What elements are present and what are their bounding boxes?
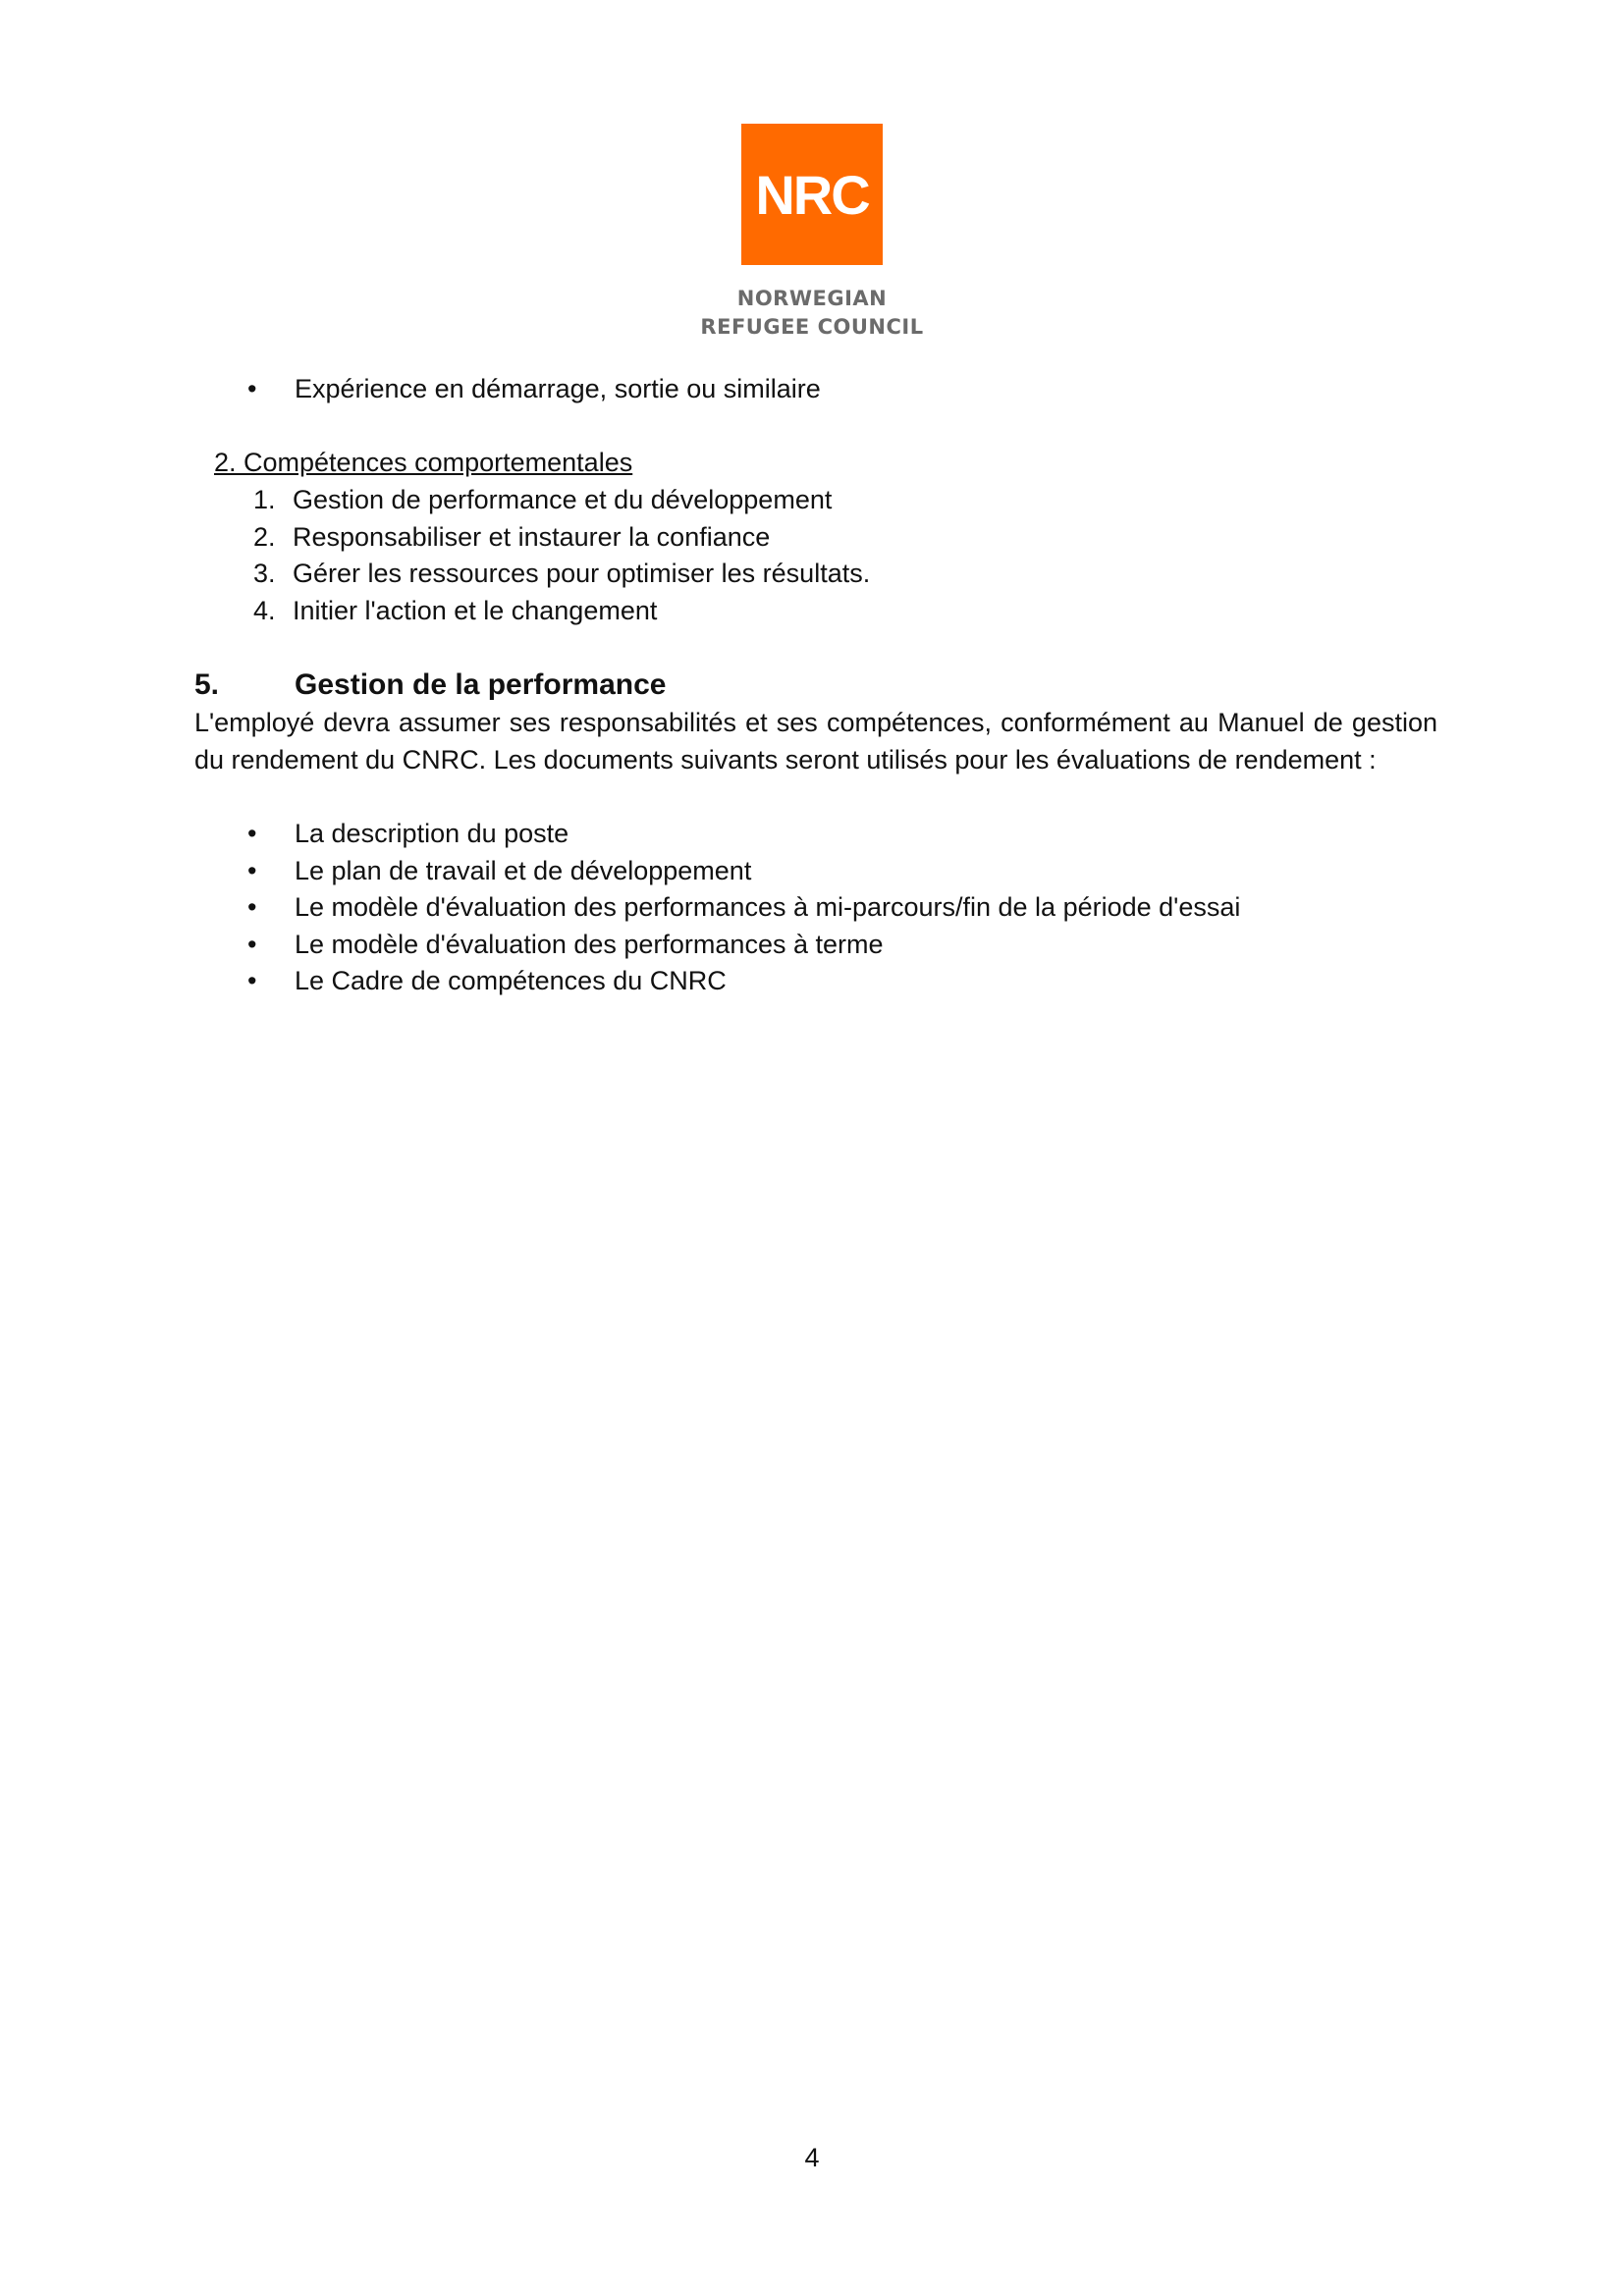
bullet-text: Le plan de travail et de développement	[295, 855, 752, 885]
bullet-text: Le modèle d'évaluation des performances à terme	[295, 929, 884, 959]
bullet-icon: •	[247, 966, 257, 995]
item-number: 2.	[253, 521, 276, 552]
bullet-text: La description du poste	[295, 819, 569, 848]
item-text: Initier l'action et le changement	[293, 595, 658, 625]
list-item	[247, 371, 1426, 408]
nrc-logo	[687, 124, 937, 342]
bullet-text: Expérience en démarrage, sortie ou similaire	[295, 374, 821, 403]
item-text: Responsabiliser et instaurer la confiance	[293, 521, 771, 552]
item-number: 4.	[253, 595, 276, 625]
section-number: 5.	[194, 668, 220, 701]
item-number: 1.	[253, 485, 276, 514]
subsection-heading: 2. Compétences comportementales	[214, 448, 633, 477]
bullet-icon: •	[247, 374, 257, 403]
list-item	[253, 482, 1432, 519]
bullet-icon: •	[247, 929, 257, 959]
bullet-text: Le Cadre de compétences du CNRC	[295, 966, 727, 995]
top-bullet-list	[247, 371, 1426, 408]
list-item	[247, 816, 1475, 853]
nrc-logo-letters: NRC	[755, 163, 869, 226]
bullet-icon: •	[247, 855, 257, 885]
list-item	[247, 853, 1475, 890]
section-paragraph: L'employé devra assumer ses responsabilités et ses compétences, conformément au Manuel de gestion du rendement du CNRC. Les documents suivants seront utilisés pour les évaluations de rendement :	[194, 708, 1437, 774]
item-text: Gérer les ressources pour optimiser les résultats.	[293, 559, 871, 588]
nrc-logo-wordmark	[687, 285, 937, 342]
list-item	[247, 927, 1475, 964]
item-text: Gestion de performance et du développement	[293, 485, 833, 514]
logo-line-1: NORWEGIAN	[736, 287, 888, 310]
list-item	[253, 519, 1432, 557]
list-item	[247, 889, 1475, 927]
list-item	[253, 556, 1432, 593]
list-item	[253, 593, 1432, 630]
competency-list	[253, 482, 1432, 629]
section-title: Gestion de la performance	[295, 668, 667, 701]
nrc-logo-mark	[741, 124, 883, 265]
section-heading	[194, 666, 1373, 705]
page-number: 4	[804, 2143, 820, 2172]
logo-line-2: REFUGEE COUNCIL	[700, 315, 924, 339]
bullet-text: Le modèle d'évaluation des performances à mi-parcours/fin de la période d'essai	[295, 892, 1241, 922]
item-number: 3.	[253, 559, 276, 588]
bullet-icon: •	[247, 892, 257, 922]
bullet-icon: •	[247, 819, 257, 848]
documents-bullet-list	[247, 816, 1475, 1000]
list-item	[247, 963, 1475, 1000]
